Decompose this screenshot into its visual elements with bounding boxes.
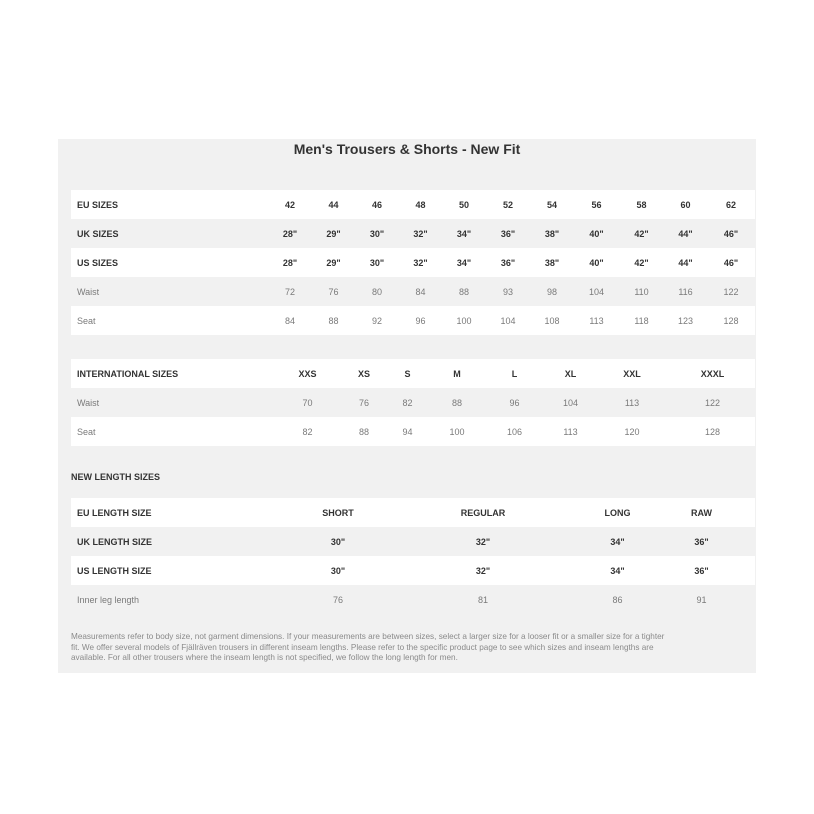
table-cell: 30" [297, 527, 379, 556]
international-sizes-row [71, 359, 755, 388]
table-cell: XXS [270, 359, 345, 388]
table-cell: 32" [399, 219, 442, 248]
us-length-row [71, 556, 755, 585]
table-cell: 46" [707, 219, 755, 248]
table-cell: 88 [312, 306, 355, 335]
waist-row [71, 388, 755, 417]
table-cell: 84 [268, 306, 312, 335]
table-cell: 128 [670, 417, 755, 446]
row-label: Waist [71, 277, 268, 306]
row-label: UK LENGTH SIZE [71, 527, 297, 556]
table-cell: 81 [379, 585, 587, 614]
table-cell: 76 [297, 585, 379, 614]
table-cell: 60 [664, 190, 707, 219]
table-cell: XS [345, 359, 383, 388]
table-cell: 91 [648, 585, 755, 614]
uk-sizes-row [71, 219, 755, 248]
row-label: US LENGTH SIZE [71, 556, 297, 585]
sizes-table [71, 190, 755, 335]
table-cell: 104 [574, 277, 619, 306]
table-cell: 46 [355, 190, 399, 219]
table-cell: 104 [486, 306, 530, 335]
table-cell: 84 [399, 277, 442, 306]
table-cell: 38" [530, 248, 574, 277]
note-line: Measurements refer to body size, not garment dimensions. If your measurements are between sizes, select a larger size for a looser fit or a smaller size for a tighter [71, 632, 665, 641]
table-cell: 92 [355, 306, 399, 335]
table-cell: 34" [587, 527, 648, 556]
table-cell: 48 [399, 190, 442, 219]
eu-sizes-row [71, 190, 755, 219]
table-cell: 72 [268, 277, 312, 306]
row-label: INTERNATIONAL SIZES [71, 359, 270, 388]
table-cell: 96 [482, 388, 547, 417]
table-cell: 34" [442, 219, 486, 248]
table-cell: 58 [619, 190, 664, 219]
table-cell: 40" [574, 248, 619, 277]
table-cell: 29" [312, 248, 355, 277]
note-line: available. For all other trousers where the inseam length is not specified, we follow the long length for men. [71, 653, 458, 662]
table-cell: 38" [530, 219, 574, 248]
international-sizes-table [71, 359, 755, 446]
inner-leg-row [71, 585, 755, 614]
table-cell: 46" [707, 248, 755, 277]
table-cell: RAW [648, 498, 755, 527]
table-cell: 28" [268, 248, 312, 277]
table-cell: 44" [664, 219, 707, 248]
table-cell: XXXL [670, 359, 755, 388]
table-cell: REGULAR [379, 498, 587, 527]
row-label: EU LENGTH SIZE [71, 498, 297, 527]
table-cell: 36" [648, 527, 755, 556]
table-cell: M [432, 359, 482, 388]
table-cell: XL [547, 359, 594, 388]
us-sizes-row [71, 248, 755, 277]
table-cell: 62 [707, 190, 755, 219]
table-cell: 88 [345, 417, 383, 446]
waist-row [71, 277, 755, 306]
table-cell: 116 [664, 277, 707, 306]
table-cell: 32" [379, 556, 587, 585]
measurement-notes [71, 632, 755, 664]
table-cell: 110 [619, 277, 664, 306]
table-cell: 88 [442, 277, 486, 306]
row-label: Waist [71, 388, 270, 417]
table-cell: 34" [442, 248, 486, 277]
table-cell: 29" [312, 219, 355, 248]
table-cell: 36" [486, 248, 530, 277]
table-cell: 54 [530, 190, 574, 219]
seat-row [71, 417, 755, 446]
table-cell: 82 [383, 388, 432, 417]
table-cell: 82 [270, 417, 345, 446]
table-cell: 93 [486, 277, 530, 306]
row-label: Seat [71, 306, 268, 335]
table-cell: LONG [587, 498, 648, 527]
table-cell: 104 [547, 388, 594, 417]
table-cell: 28" [268, 219, 312, 248]
table-cell: 70 [270, 388, 345, 417]
seat-row [71, 306, 755, 335]
table-cell: 108 [530, 306, 574, 335]
table-cell: 76 [312, 277, 355, 306]
table-cell: 56 [574, 190, 619, 219]
uk-length-row [71, 527, 755, 556]
table-cell: 80 [355, 277, 399, 306]
table-cell: 30" [355, 219, 399, 248]
table-cell: 88 [432, 388, 482, 417]
table-cell: SHORT [297, 498, 379, 527]
row-label: US SIZES [71, 248, 268, 277]
size-chart-panel [58, 139, 756, 673]
row-label: EU SIZES [71, 190, 268, 219]
table-cell: 96 [399, 306, 442, 335]
table-cell: 100 [442, 306, 486, 335]
table-cell: 32" [399, 248, 442, 277]
table-cell: L [482, 359, 547, 388]
row-label: Seat [71, 417, 270, 446]
table-cell: 123 [664, 306, 707, 335]
table-cell: 36" [486, 219, 530, 248]
table-cell: 36" [648, 556, 755, 585]
row-label: UK SIZES [71, 219, 268, 248]
table-cell: 113 [574, 306, 619, 335]
table-cell: 113 [547, 417, 594, 446]
row-label: Inner leg length [71, 585, 297, 614]
table-cell: 113 [594, 388, 670, 417]
table-cell: 106 [482, 417, 547, 446]
table-cell: 42" [619, 219, 664, 248]
length-sizes-heading: NEW LENGTH SIZES [71, 472, 161, 482]
table-cell: 44 [312, 190, 355, 219]
table-cell: 52 [486, 190, 530, 219]
table-cell: 42" [619, 248, 664, 277]
table-cell: 94 [383, 417, 432, 446]
eu-length-row [71, 498, 755, 527]
page-title: Men's Trousers & Shorts - New Fit [293, 141, 521, 157]
table-cell: 40" [574, 219, 619, 248]
table-cell: 34" [587, 556, 648, 585]
length-sizes-table [71, 498, 755, 614]
table-cell: 120 [594, 417, 670, 446]
table-cell: 118 [619, 306, 664, 335]
table-cell: XXL [594, 359, 670, 388]
table-cell: 100 [432, 417, 482, 446]
table-cell: 30" [297, 556, 379, 585]
table-cell: 30" [355, 248, 399, 277]
table-cell: 76 [345, 388, 383, 417]
table-cell: S [383, 359, 432, 388]
table-cell: 42 [268, 190, 312, 219]
table-cell: 122 [670, 388, 755, 417]
table-cell: 122 [707, 277, 755, 306]
table-cell: 50 [442, 190, 486, 219]
note-line: fit. We offer several models of Fjällräven trousers in different inseam lengths. Please refer to the specific product page to see which sizes and inseam lengths are [71, 642, 654, 652]
table-cell: 98 [530, 277, 574, 306]
table-cell: 86 [587, 585, 648, 614]
table-cell: 128 [707, 306, 755, 335]
table-cell: 44" [664, 248, 707, 277]
table-cell: 32" [379, 527, 587, 556]
